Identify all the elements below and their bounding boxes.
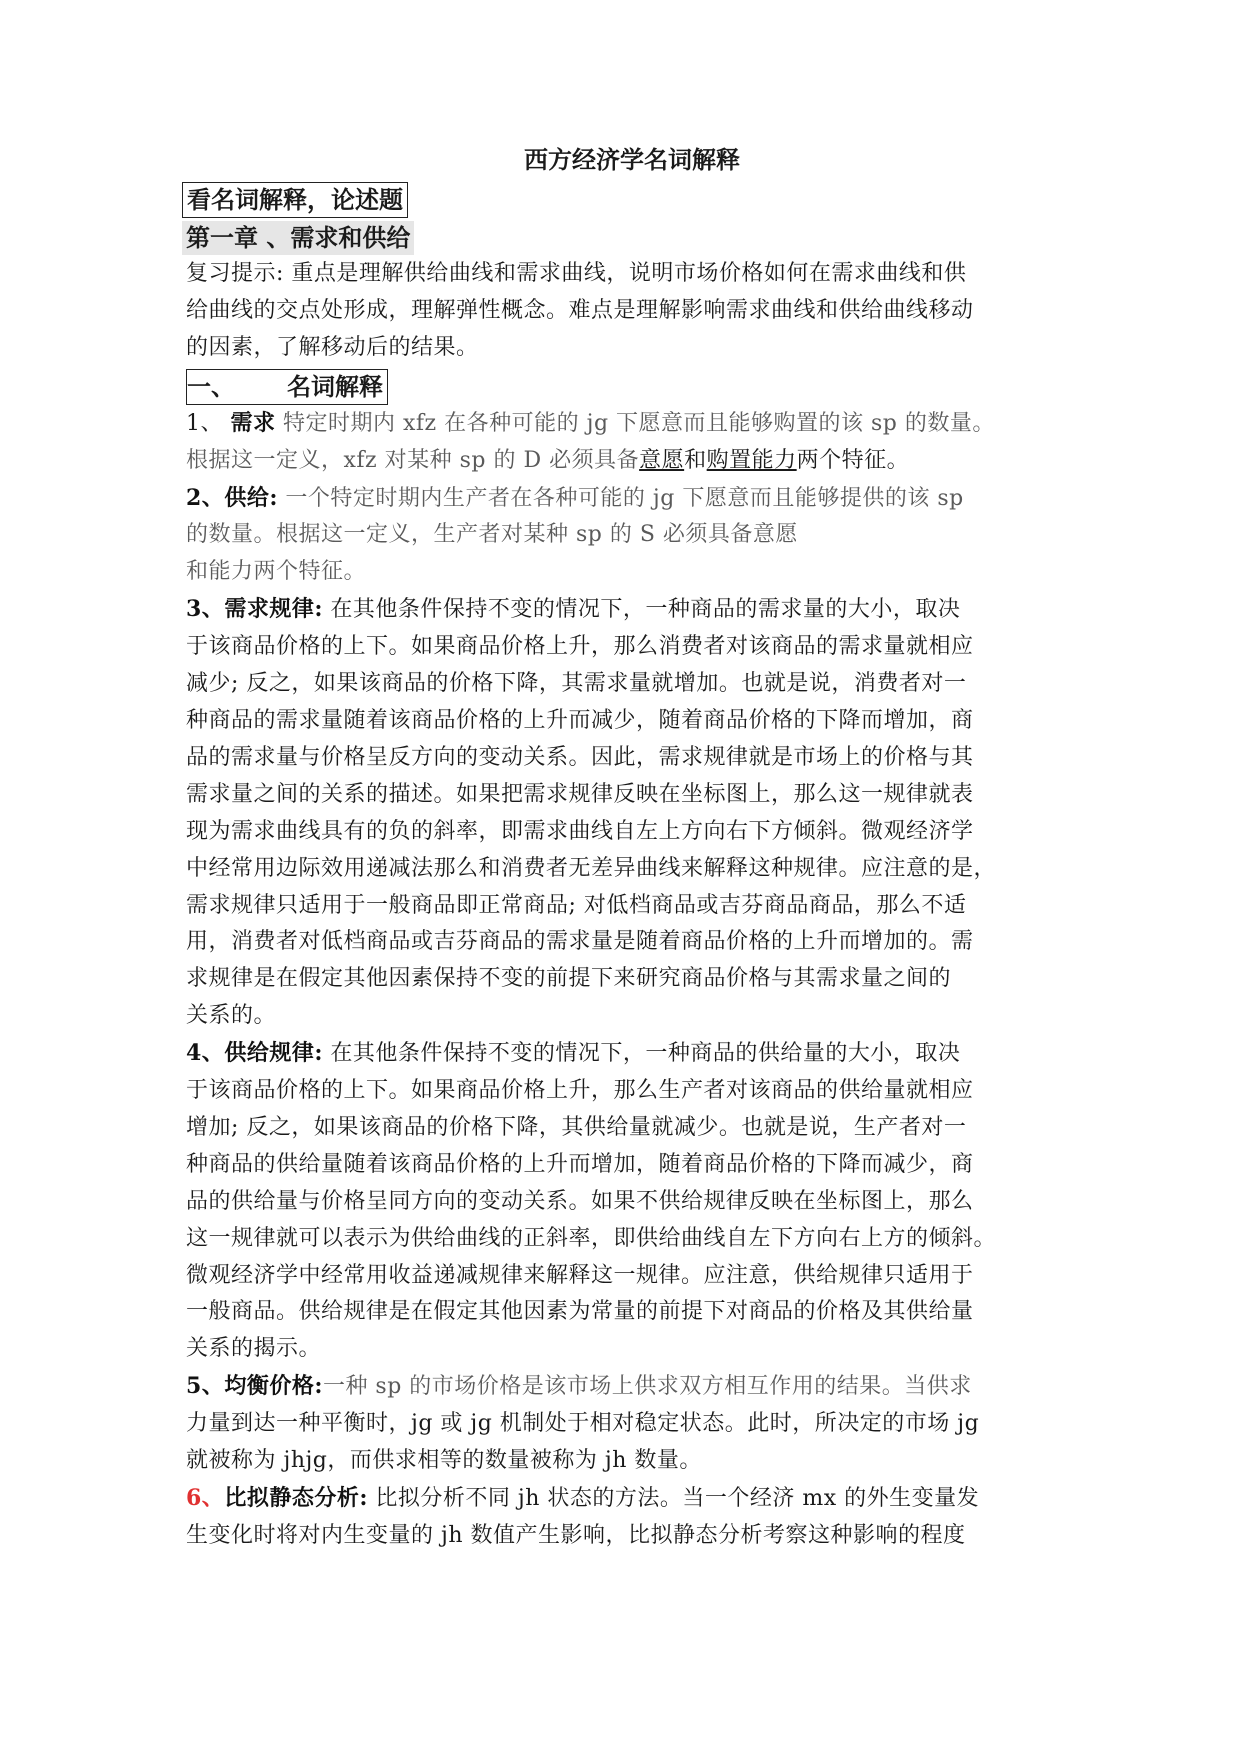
review-tip-line: 复习提示: 重点是理解供给曲线和需求曲线，说明市场价格如何在需求曲线和供 [186, 261, 967, 286]
item-number: 1、 [186, 410, 223, 436]
item-term: 需求规律: [224, 596, 323, 623]
item-number: 6、 [186, 1485, 225, 1511]
item-line: 一种 sp 的市场价格是该市场上供求双方相互作用的结果。当供求 [322, 1374, 972, 1400]
definition-item-6 [186, 1480, 1056, 1555]
item-line: 关系的揭示。 [186, 1336, 322, 1362]
item-line: 需求量之间的关系的描述。如果把需求规律反映在坐标图上，那么这一规律就表 [186, 781, 974, 807]
item-line: 根据这一定义，xfz 对某种 sp 的 D 必须具备 [186, 447, 640, 473]
item-line: 种商品的需求量随着该商品价格的上升而减少，随着商品价格的下降而增加，商 [186, 707, 974, 733]
item-line: 在其他条件保持不变的情况下，一种商品的需求量的大小，取决 [322, 597, 961, 623]
item-line: 在其他条件保持不变的情况下，一种商品的供给量的大小，取决 [322, 1041, 961, 1067]
item-line: 于该商品价格的上下。如果商品价格上升，那么生产者对该商品的供给量就相应 [186, 1078, 974, 1104]
review-tip-line: 的因素，了解移动后的结果。 [186, 334, 479, 360]
item-number: 2、 [186, 484, 225, 511]
item-line: 和能力两个特征。 [186, 559, 367, 585]
section-number: 一、 [187, 371, 235, 401]
underlined-term: 意愿 [639, 447, 685, 473]
definition-item-1 [186, 405, 1056, 480]
item-number: 3、 [186, 596, 225, 623]
item-number: 5、 [186, 1373, 225, 1400]
review-tip [186, 256, 1056, 367]
item-term: 供给规律: [224, 1040, 323, 1067]
item-line: 中经常用边际效用递减法那么和消费者无差异曲线来解释这种规律。应注意的是， [186, 855, 997, 881]
document-page [186, 140, 1056, 1555]
item-line: 这一规律就可以表示为供给曲线的正斜率，即供给曲线自左下方向右上方的倾斜。 [186, 1225, 997, 1251]
item-line: 生变化时将对内生变量的 jh 数值产生影响，比拟静态分析考察这种影响的程度 [186, 1522, 966, 1548]
item-line: 减少; 反之，如果该商品的价格下降，其需求量就增加。也就是说，消费者对一 [186, 671, 967, 697]
item-line: 品的供给量与价格呈同方向的变动关系。如果不供给规律反映在坐标图上，那么 [186, 1188, 974, 1214]
item-line: 用，消费者对低档商品或吉芬商品的需求量是随着商品价格的上升而增加的。需 [186, 929, 974, 955]
review-tip-line: 给曲线的交点处形成，理解弹性概念。难点是理解影响需求曲线和供给曲线移动 [186, 297, 974, 323]
item-line: 特定时期内 xfz 在各种可能的 jg 下愿意而且能够购置的该 sp 的数量。 [275, 410, 995, 436]
item-line: 一般商品。供给规律是在假定其他因素为常量的前提下对商品的价格及其供给量 [186, 1299, 974, 1325]
section-heading-row [186, 367, 1056, 405]
item-term: 供给: [224, 484, 278, 511]
item-line: 微观经济学中经常用收益递减规律来解释这一规律。应注意，供给规律只适用于 [186, 1262, 974, 1288]
item-line: 种商品的供给量随着该商品价格的上升而增加，随着商品价格的下降而减少，商 [186, 1151, 974, 1177]
definition-item-2 [186, 480, 1056, 592]
definition-item-5 [186, 1368, 1056, 1480]
box-heading-row [186, 180, 1056, 218]
item-line: 品的需求量与价格呈反方向的变动关系。因此，需求规律就是市场上的价格与其 [186, 744, 974, 770]
item-line: 增加; 反之，如果该商品的价格下降，其供给量就减少。也就是说，生产者对一 [186, 1114, 967, 1140]
item-line: 关系的。 [186, 1003, 277, 1029]
document-title: 西方经济学名词解释 [524, 145, 740, 174]
section-heading [186, 369, 388, 405]
definition-item-3 [186, 591, 1056, 1035]
item-number: 4、 [186, 1040, 225, 1067]
chapter-heading: 第一章 、需求和供给 [182, 221, 414, 255]
underlined-term: 购置能力 [706, 447, 797, 473]
box-heading: 看名词解释，论述题 [182, 182, 408, 218]
item-line: 于该商品价格的上下。如果商品价格上升，那么消费者对该商品的需求量就相应 [186, 634, 974, 660]
definition-item-4 [186, 1035, 1056, 1368]
item-line: 一个特定时期内生产者在各种可能的 jg 下愿意而且能够提供的该 sp [277, 485, 964, 511]
item-line: 现为需求曲线具有的负的斜率，即需求曲线自左上方向右下方倾斜。微观经济学 [186, 818, 974, 844]
item-line: 需求规律只适用于一般商品即正常商品; 对低档商品或吉芬商品商品，那么不适 [186, 892, 967, 918]
item-line: 的数量。根据这一定义，生产者对某种 sp 的 S 必须具备意愿 [186, 522, 798, 548]
item-connector: 和 [684, 447, 707, 473]
item-term: 均衡价格: [224, 1373, 323, 1400]
item-term: 比拟静态分析: [224, 1485, 368, 1511]
section-label: 名词解释 [287, 371, 383, 401]
item-line: 求规律是在假定其他因素保持不变的前提下来研究商品价格与其需求量之间的 [186, 966, 952, 992]
chapter-heading-row [186, 218, 1056, 255]
item-term: 需求 [230, 409, 276, 436]
item-line: 力量到达一种平衡时，jg 或 jg 机制处于相对稳定状态。此时，所决定的市场 jg [186, 1411, 980, 1437]
item-line: 就被称为 jhjg，而供求相等的数量被称为 jh 数量。 [186, 1448, 702, 1474]
item-tail: 两个特征。 [796, 447, 910, 473]
item-line: 比拟分析不同 jh 状态的方法。当一个经济 mx 的外生变量发 [367, 1486, 980, 1511]
